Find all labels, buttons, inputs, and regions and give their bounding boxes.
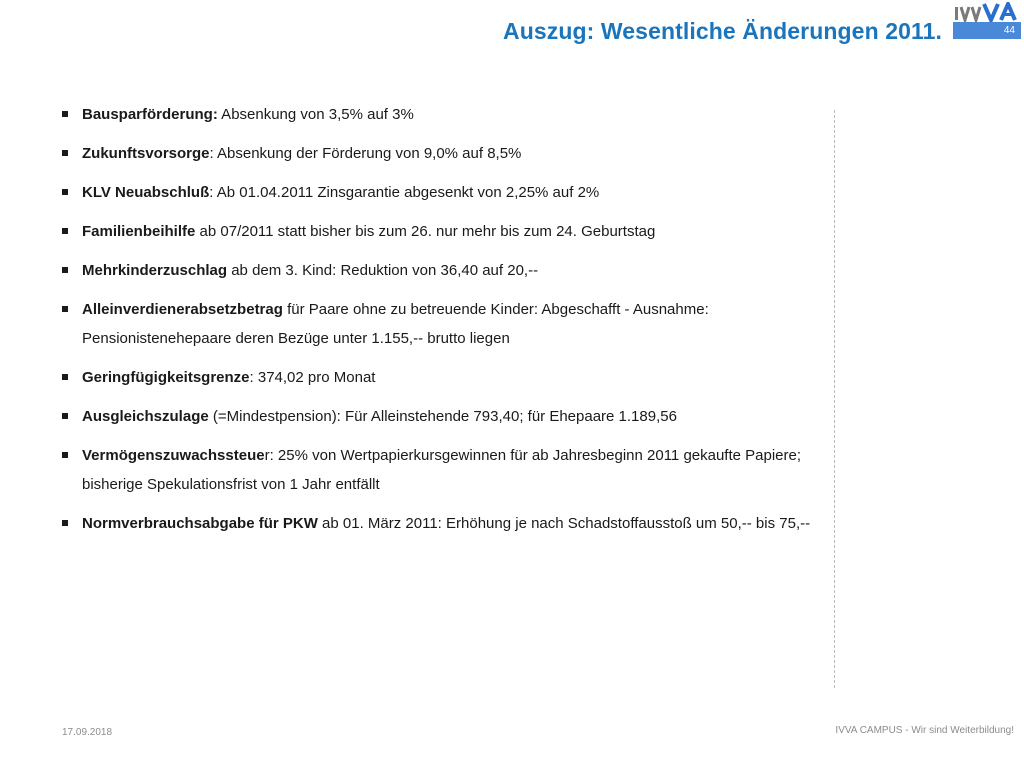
ivva-logo: [953, 2, 1021, 22]
item-text: ab dem 3. Kind: Reduktion von 36,40 auf 20,--: [227, 262, 539, 279]
footer-date: 17.09.2018: [62, 727, 113, 738]
list-item: [58, 441, 838, 499]
item-text: Absenkung von 3,5% auf 3%: [217, 106, 414, 123]
list-item: [58, 217, 838, 246]
list-item: [58, 139, 838, 168]
list-item: [58, 256, 838, 285]
item-text: : 374,02 pro Monat: [249, 369, 376, 386]
item-term: Vermögenszuwachssteue: [82, 447, 265, 464]
item-term: Mehrkinderzuschlag: [82, 262, 228, 279]
item-term: Alleinverdienerabsetzbetrag: [82, 301, 283, 318]
item-term: Zukunftsvorsorge: [82, 145, 210, 162]
item-text: (=Mindestpension): Für Alleinstehende 793,40; für Ehepaare 1.189,56: [208, 408, 677, 425]
item-text: ab 01. März 2011: Erhöhung je nach Schadstoffausstoß um 50,-- bis 75,--: [317, 515, 811, 532]
item-text: : Ab 01.04.2011 Zinsgarantie abgesenkt von 2,25% auf 2%: [209, 184, 600, 201]
item-text: : Absenkung der Förderung von 9,0% auf 8,5%: [209, 145, 522, 162]
list-item: [58, 178, 838, 207]
page-title: Auszug: Wesentliche Änderungen 2011.: [503, 18, 942, 44]
item-term: Ausgleichszulage: [82, 408, 209, 425]
change-list: [58, 100, 838, 548]
list-item: [58, 363, 838, 392]
item-term: Familienbeihilfe: [82, 223, 196, 240]
item-term: Normverbrauchsabgabe für PKW: [82, 515, 318, 532]
vertical-divider: [834, 110, 835, 688]
list-item: [58, 100, 838, 129]
list-item: [58, 509, 838, 538]
item-text: r: 25% von Wertpapierkursgewinnen für ab Jahresbeginn 2011 gekaufte Papiere; bisherige Spekulationsfrist von 1 Jahr entfällt: [82, 447, 802, 493]
list-item: [58, 402, 838, 431]
list-item: [58, 295, 838, 353]
page-number-badge: 44: [953, 22, 1021, 39]
item-text: ab 07/2011 statt bisher bis zum 26. nur mehr bis zum 24. Geburtstag: [195, 223, 656, 240]
item-term: KLV Neuabschluß: [82, 184, 210, 201]
item-term: Bausparförderung:: [82, 106, 218, 123]
item-term: Geringfügigkeitsgrenze: [82, 369, 250, 386]
footer-tagline: IVVA CAMPUS - Wir sind Weiterbildung!: [835, 725, 1014, 736]
item-text: für Paare ohne zu betreuende Kinder: Abgeschafft - Ausnahme: Pensionistenehepaare deren Bezüge unter 1.155,-- brutto liegen: [82, 301, 709, 347]
